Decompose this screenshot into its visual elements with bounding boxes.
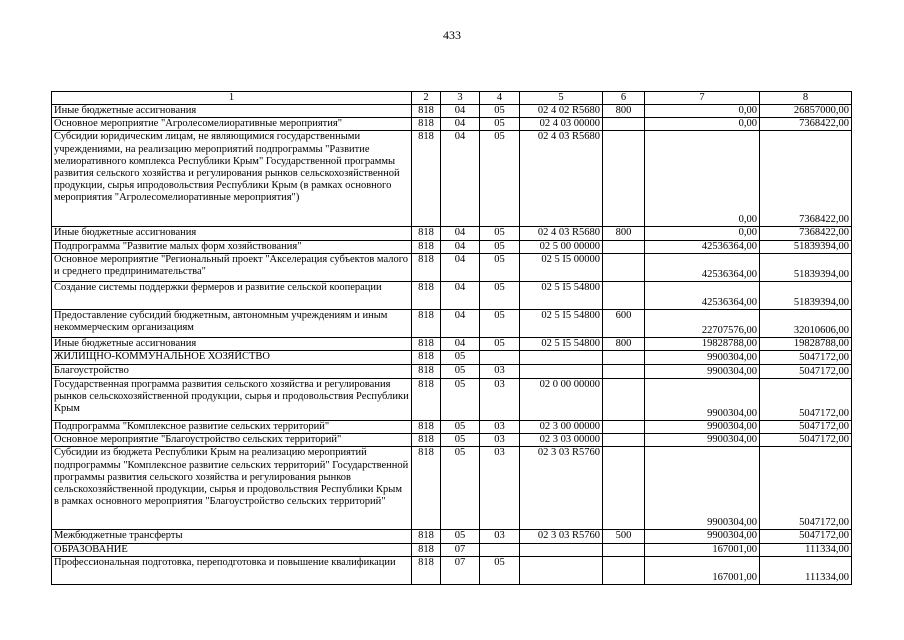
row-code-cell: 818	[412, 379, 441, 421]
row-expense-type-cell	[603, 118, 645, 131]
row-code-cell: 818	[412, 434, 441, 447]
column-header: 7	[645, 92, 760, 105]
row-amount-2-cell: 26857000,00	[760, 105, 852, 118]
row-section-cell: 04	[441, 131, 480, 227]
table-row	[52, 556, 852, 584]
row-expense-type-cell: 600	[603, 309, 645, 337]
row-amount-2-cell: 5047172,00	[760, 434, 852, 447]
row-section-cell: 04	[441, 118, 480, 131]
row-target-article-cell	[520, 351, 603, 365]
row-amount-1-cell: 9900304,00	[645, 379, 760, 421]
row-amount-1-cell: 19828788,00	[645, 337, 760, 350]
row-expense-type-cell: 500	[603, 530, 645, 543]
row-target-article-cell: 02 5 00 00000	[520, 240, 603, 253]
row-code-cell: 818	[412, 253, 441, 281]
table-row	[52, 351, 852, 365]
row-subsection-cell: 03	[480, 447, 520, 530]
row-expense-type-cell	[603, 556, 645, 584]
row-code-cell: 818	[412, 118, 441, 131]
row-amount-1-cell: 167001,00	[645, 543, 760, 556]
column-header: 6	[603, 92, 645, 105]
row-amount-2-cell: 5047172,00	[760, 351, 852, 365]
row-subsection-cell: 03	[480, 530, 520, 543]
row-name-cell: Благоустройство	[52, 365, 412, 379]
table-row	[52, 281, 852, 309]
column-header: 4	[480, 92, 520, 105]
row-target-article-cell: 02 5 I5 54800	[520, 337, 603, 350]
row-amount-2-cell: 5047172,00	[760, 365, 852, 379]
row-target-article-cell: 02 4 02 R5680	[520, 105, 603, 118]
row-section-cell: 05	[441, 421, 480, 434]
row-amount-1-cell: 167001,00	[645, 556, 760, 584]
row-expense-type-cell	[603, 434, 645, 447]
row-code-cell: 818	[412, 240, 441, 253]
row-subsection-cell: 05	[480, 227, 520, 240]
row-expense-type-cell	[603, 543, 645, 556]
row-target-article-cell: 02 5 I5 54800	[520, 281, 603, 309]
row-amount-1-cell: 9900304,00	[645, 351, 760, 365]
row-code-cell: 818	[412, 337, 441, 350]
row-code-cell: 818	[412, 543, 441, 556]
row-amount-1-cell: 42536364,00	[645, 253, 760, 281]
row-amount-2-cell: 7368422,00	[760, 131, 852, 227]
row-amount-1-cell: 22707576,00	[645, 309, 760, 337]
row-section-cell: 04	[441, 309, 480, 337]
row-section-cell: 05	[441, 365, 480, 379]
row-section-cell: 04	[441, 337, 480, 350]
row-expense-type-cell: 800	[603, 105, 645, 118]
row-target-article-cell: 02 3 03 R5760	[520, 530, 603, 543]
table-row	[52, 131, 852, 227]
row-amount-1-cell: 9900304,00	[645, 530, 760, 543]
row-target-article-cell: 02 4 03 R5680	[520, 131, 603, 227]
row-expense-type-cell	[603, 421, 645, 434]
row-target-article-cell: 02 3 00 00000	[520, 421, 603, 434]
row-target-article-cell: 02 5 I5 54800	[520, 309, 603, 337]
row-amount-2-cell: 111334,00	[760, 556, 852, 584]
row-amount-1-cell: 9900304,00	[645, 365, 760, 379]
row-expense-type-cell	[603, 281, 645, 309]
row-name-cell: ЖИЛИЩНО-КОММУНАЛЬНОЕ ХОЗЯЙСТВО	[52, 351, 412, 365]
row-section-cell: 05	[441, 447, 480, 530]
column-header: 3	[441, 92, 480, 105]
row-section-cell: 07	[441, 556, 480, 584]
row-name-cell: Основное мероприятие "Благоустройство сельских территорий"	[52, 434, 412, 447]
row-target-article-cell: 02 3 03 00000	[520, 434, 603, 447]
row-code-cell: 818	[412, 227, 441, 240]
row-section-cell: 05	[441, 434, 480, 447]
row-name-cell: Подпрограмма "Развитие малых форм хозяйствования"	[52, 240, 412, 253]
row-amount-2-cell: 19828788,00	[760, 337, 852, 350]
row-amount-1-cell: 42536364,00	[645, 281, 760, 309]
row-expense-type-cell	[603, 447, 645, 530]
row-amount-1-cell: 9900304,00	[645, 421, 760, 434]
row-section-cell: 04	[441, 105, 480, 118]
row-amount-2-cell: 51839394,00	[760, 240, 852, 253]
table-row	[52, 447, 852, 530]
row-amount-1-cell: 0,00	[645, 105, 760, 118]
row-section-cell: 04	[441, 240, 480, 253]
table-row	[52, 434, 852, 447]
table-row	[52, 309, 852, 337]
table-row	[52, 379, 852, 421]
row-name-cell: Субсидии юридическим лицам, не являющимися государственными учреждениями, на реализацию мероприятий подпрограммы "Развитие мелиоративного комплекса Республики Крым" Государственной программы развития сельского хозяйства и регулирования рынков сельскохозяйственной продукции, сырья ипродовольствия Республики Крым (в рамках основного мероприятия "Агролесомелиоративные мероприятия")	[52, 131, 412, 227]
row-target-article-cell	[520, 543, 603, 556]
row-name-cell: Предоставление субсидий бюджетным, автономным учреждениям и иным некоммерческим организациям	[52, 309, 412, 337]
row-name-cell: Профессиональная подготовка, переподготовка и повышение квалификации	[52, 556, 412, 584]
row-code-cell: 818	[412, 421, 441, 434]
table-row	[52, 421, 852, 434]
row-section-cell: 05	[441, 379, 480, 421]
row-target-article-cell: 02 4 03 R5680	[520, 227, 603, 240]
row-subsection-cell: 05	[480, 309, 520, 337]
column-header: 1	[52, 92, 412, 105]
row-code-cell: 818	[412, 281, 441, 309]
row-name-cell: Основное мероприятие "Агролесомелиоративные мероприятия"	[52, 118, 412, 131]
row-amount-2-cell: 7368422,00	[760, 118, 852, 131]
row-expense-type-cell	[603, 240, 645, 253]
table-row	[52, 365, 852, 379]
row-target-article-cell	[520, 556, 603, 584]
row-code-cell: 818	[412, 530, 441, 543]
row-amount-1-cell: 9900304,00	[645, 434, 760, 447]
row-subsection-cell: 05	[480, 337, 520, 350]
row-expense-type-cell	[603, 351, 645, 365]
row-name-cell: Иные бюджетные ассигнования	[52, 227, 412, 240]
table-row	[52, 240, 852, 253]
row-expense-type-cell: 800	[603, 227, 645, 240]
row-subsection-cell: 05	[480, 281, 520, 309]
row-amount-2-cell: 5047172,00	[760, 421, 852, 434]
row-subsection-cell: 05	[480, 118, 520, 131]
row-target-article-cell: 02 5 I5 00000	[520, 253, 603, 281]
table-row	[52, 105, 852, 118]
row-amount-2-cell: 51839394,00	[760, 253, 852, 281]
row-amount-2-cell: 7368422,00	[760, 227, 852, 240]
column-header: 2	[412, 92, 441, 105]
table-row	[52, 543, 852, 556]
row-code-cell: 818	[412, 556, 441, 584]
row-code-cell: 818	[412, 447, 441, 530]
row-subsection-cell: 03	[480, 365, 520, 379]
row-name-cell: Иные бюджетные ассигнования	[52, 105, 412, 118]
row-name-cell: Межбюджетные трансферты	[52, 530, 412, 543]
row-amount-2-cell: 5047172,00	[760, 530, 852, 543]
table-row	[52, 118, 852, 131]
row-subsection-cell	[480, 543, 520, 556]
row-subsection-cell: 05	[480, 556, 520, 584]
table-row	[52, 530, 852, 543]
row-name-cell: Государственная программа развития сельского хозяйства и регулирования рынков сельскохозяйственной продукции, сырья и продовольствия Республики Крым	[52, 379, 412, 421]
row-amount-1-cell: 42536364,00	[645, 240, 760, 253]
row-amount-1-cell: 0,00	[645, 118, 760, 131]
row-amount-2-cell: 111334,00	[760, 543, 852, 556]
row-subsection-cell: 05	[480, 105, 520, 118]
row-subsection-cell: 05	[480, 253, 520, 281]
row-code-cell: 818	[412, 105, 441, 118]
header-row	[52, 92, 852, 105]
table-row	[52, 337, 852, 350]
table-row	[52, 227, 852, 240]
row-name-cell: ОБРАЗОВАНИЕ	[52, 543, 412, 556]
row-amount-2-cell: 51839394,00	[760, 281, 852, 309]
table-row	[52, 253, 852, 281]
row-section-cell: 04	[441, 281, 480, 309]
row-subsection-cell: 03	[480, 379, 520, 421]
row-section-cell: 05	[441, 530, 480, 543]
row-subsection-cell: 05	[480, 131, 520, 227]
row-section-cell: 05	[441, 351, 480, 365]
row-code-cell: 818	[412, 365, 441, 379]
row-expense-type-cell	[603, 131, 645, 227]
column-header: 5	[520, 92, 603, 105]
row-amount-1-cell: 0,00	[645, 131, 760, 227]
row-expense-type-cell	[603, 253, 645, 281]
row-code-cell: 818	[412, 309, 441, 337]
row-subsection-cell: 05	[480, 240, 520, 253]
row-target-article-cell: 02 4 03 00000	[520, 118, 603, 131]
row-code-cell: 818	[412, 131, 441, 227]
row-name-cell: Подпрограмма "Комплексное развитие сельских территорий"	[52, 421, 412, 434]
row-section-cell: 04	[441, 253, 480, 281]
row-name-cell: Субсидии из бюджета Республики Крым на реализацию мероприятий подпрограммы "Комплексное развитие сельских территорий" Государственной программы развития сельского хозяйства и регулирования рынков сельскохозяйственной продукции, сырья и продовольствия Республики Крым в рамках основного мероприятия "Благоустройство сельских территорий"	[52, 447, 412, 530]
row-name-cell: Создание системы поддержки фермеров и развитие сельской кооперации	[52, 281, 412, 309]
row-target-article-cell: 02 3 03 R5760	[520, 447, 603, 530]
row-amount-1-cell: 0,00	[645, 227, 760, 240]
row-expense-type-cell: 800	[603, 337, 645, 350]
row-section-cell: 07	[441, 543, 480, 556]
row-amount-2-cell: 5047172,00	[760, 447, 852, 530]
row-code-cell: 818	[412, 351, 441, 365]
column-header: 8	[760, 92, 852, 105]
row-expense-type-cell	[603, 379, 645, 421]
row-section-cell: 04	[441, 227, 480, 240]
row-subsection-cell: 03	[480, 421, 520, 434]
row-target-article-cell	[520, 365, 603, 379]
budget-table	[51, 91, 852, 585]
row-name-cell: Иные бюджетные ассигнования	[52, 337, 412, 350]
row-subsection-cell	[480, 351, 520, 365]
row-target-article-cell: 02 0 00 00000	[520, 379, 603, 421]
row-expense-type-cell	[603, 365, 645, 379]
row-amount-2-cell: 5047172,00	[760, 379, 852, 421]
row-subsection-cell: 03	[480, 434, 520, 447]
page-number: 433	[443, 28, 461, 42]
row-amount-1-cell: 9900304,00	[645, 447, 760, 530]
row-name-cell: Основное мероприятие "Региональный проект "Акселерация субъектов малого и среднего предпринимательства"	[52, 253, 412, 281]
row-amount-2-cell: 32010606,00	[760, 309, 852, 337]
